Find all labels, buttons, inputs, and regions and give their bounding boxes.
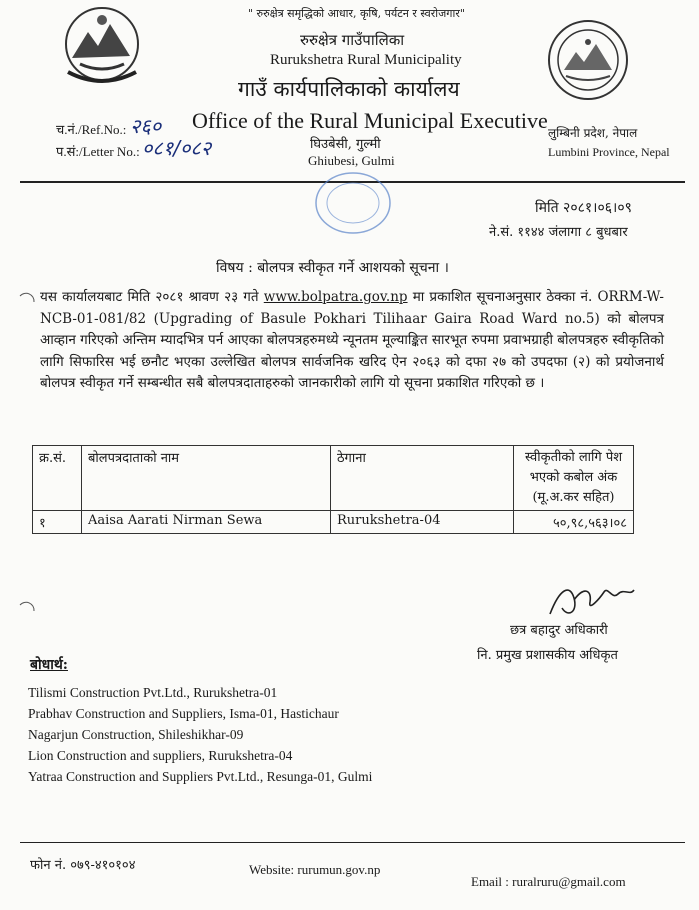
cell-bid-amount: ५०,९८,५६३।०८ <box>514 511 634 534</box>
cc-list <box>28 682 372 787</box>
list-item: Lion Construction and suppliers, Rurukshetra-04 <box>28 748 293 763</box>
cc-heading: बोधार्थ: <box>30 657 68 673</box>
place-np: घिउबेसी, गुल्मी <box>310 137 381 152</box>
signatory-name: छत्र बहादुर अधिकारी <box>510 623 608 638</box>
ref-label: च.नं./Ref.No.: <box>56 122 127 137</box>
footer-phone: फोन नं. ०७९-४१०१०४ <box>30 858 136 873</box>
footer-email[interactable]: Email : ruralruru@gmail.com <box>471 874 626 889</box>
notice-body: यस कार्यालयबाट मिति २०८१ श्रावण २३ गते www.bolpatra.gov.np मा प्रकाशित सूचनाअनुसार ठेक्का नं. ORRM-W-NCB-01-081/82 (Upgrading of Basule Pokhari Tilihaar Gaira Road Ward no.5) को बोलपत्र आव्हान गरिएको अन्तिम म्यादभित्र पर्न आएका बोलपत्रहरुमध्ये न्यूनतम मूल्याङ्कित सारभूत रुपमा प्रवाभग्राही बोलपत्रहरु स्वीकृतिको लागि सिफारिस भई छनौट भएका उल्लेखित बोलपत्र सार्वजनिक खरिद ऐन २०६३ को दफा २७ को उपदफा (२) को प्रयोजनार्थ बोलपत्र स्वीकृत गर्ने सम्बन्धीत सबै बोलपत्रदाताहरुको जानकारीको लागि यो सूचना प्रकाशित गरिएको छ । <box>40 289 665 391</box>
col-bidder-name: बोलपत्रदाताको नाम <box>82 446 331 511</box>
list-item: Nagarjun Construction, Shileshikhar-09 <box>28 727 244 742</box>
nepal-sambat-date: ने.सं. ११४४ जंलागा ८ बुधबार <box>489 225 628 240</box>
province-en: Lumbini Province, Nepal <box>548 145 670 159</box>
list-item: Prabhav Construction and Suppliers, Isma-01, Hastichaur <box>28 706 339 721</box>
letter-value: ०८१/०८२ <box>142 136 212 160</box>
municipality-name-np: रुरुक्षेत्र गाउँपालिका <box>300 31 405 49</box>
table-header-row <box>33 446 634 511</box>
signature <box>540 578 640 622</box>
subject-line: विषय : बोलपत्र स्वीकृत गर्ने आशयको सूचना । <box>216 260 449 276</box>
province-np: लुम्बिनी प्रदेश, नेपाल <box>548 126 638 140</box>
punch-hole-mark <box>18 288 36 304</box>
date-line: मिति २०८१।०६।०९ <box>535 200 632 216</box>
ref-value: २६० <box>130 114 162 138</box>
list-item: Tilismi Construction Pvt.Ltd., Rurukshetra-01 <box>28 685 278 700</box>
office-stamp <box>313 170 393 236</box>
cell-address: Rurukshetra-04 <box>331 511 514 534</box>
table-row <box>33 511 634 534</box>
nepal-emblem-logo <box>60 2 144 86</box>
letter-label: प.सं:/Letter No.: <box>56 144 140 159</box>
cell-sn: १ <box>33 511 82 534</box>
punch-hole-mark <box>18 597 36 613</box>
footer-website[interactable]: Website: rurumun.gov.np <box>249 862 381 877</box>
bid-table <box>32 445 634 534</box>
place-en: Ghiubesi, Gulmi <box>308 153 395 168</box>
office-name-en: Office of the Rural Municipal Executive <box>192 108 548 133</box>
office-name-np: गाउँ कार्यपालिकाको कार्यालय <box>238 77 460 101</box>
col-bid-amount: स्वीकृतीको लागि पेश भएको कबोल अंक (मू.अ.कर सहित) <box>514 446 634 511</box>
municipality-seal-logo <box>546 18 630 102</box>
cell-bidder-name: Aaisa Aarati Nirman Sewa <box>82 511 331 534</box>
list-item: Yatraa Construction and Suppliers Pvt.Ltd., Resunga-01, Gulmi <box>28 769 373 784</box>
col-sn: क्र.सं. <box>33 446 82 511</box>
slogan: " रुरुक्षेत्र समृद्धिको आधार, कृषि, पर्यटन र स्वरोजगार" <box>248 7 465 20</box>
col-address: ठेगाना <box>331 446 514 511</box>
signatory-title: नि. प्रमुख प्रशासकीय अधिकृत <box>477 648 618 663</box>
bolpatra-link[interactable]: www.bolpatra.gov.np <box>263 289 408 305</box>
municipality-name-en: Rurukshetra Rural Municipality <box>270 52 462 68</box>
footer-divider <box>20 842 685 843</box>
